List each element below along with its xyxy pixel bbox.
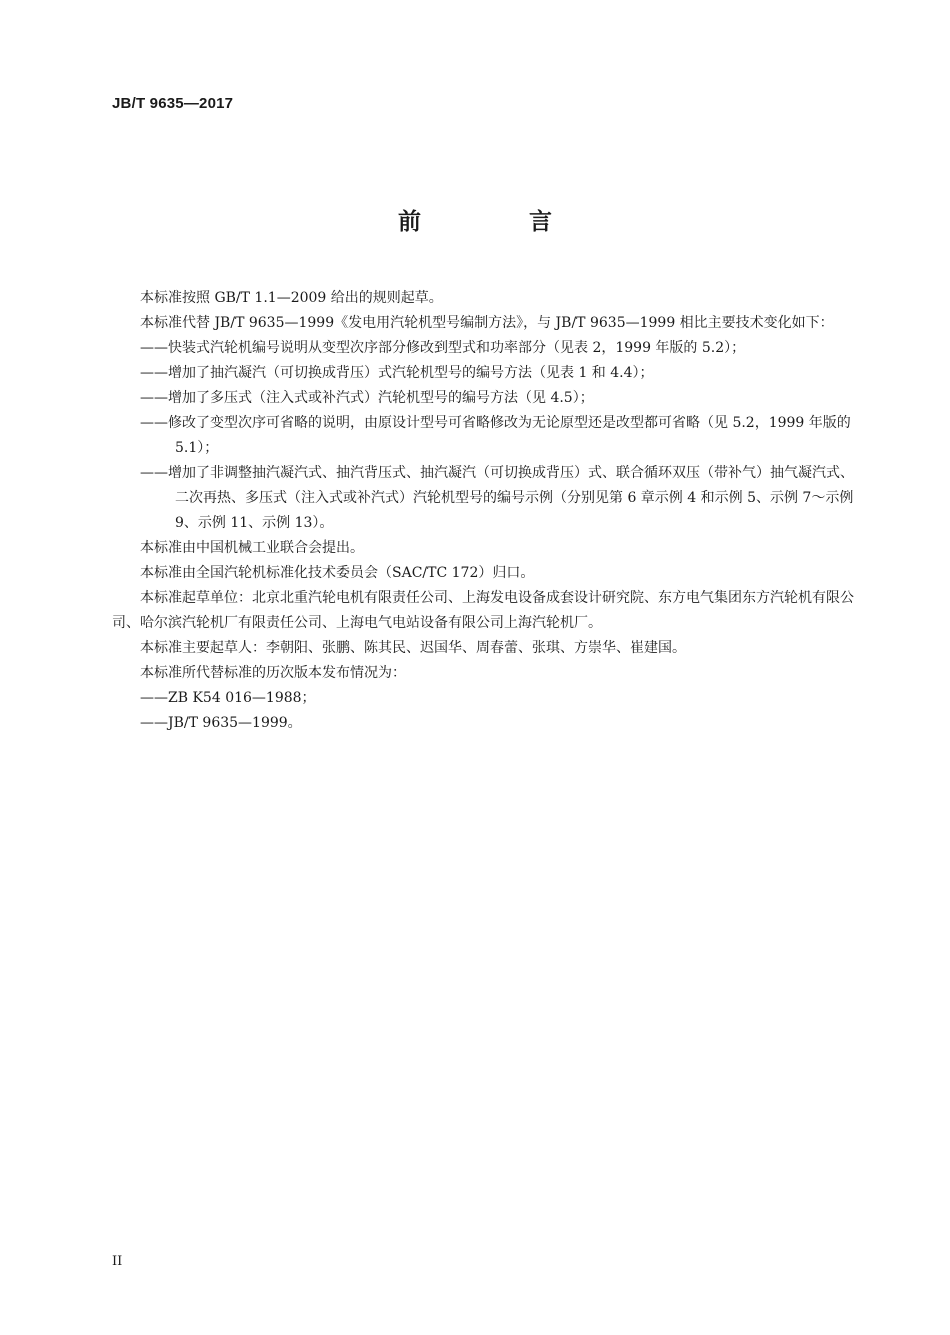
foreword-body [112,286,864,736]
history-item-1: ——ZB K54 016—1988； [140,690,316,706]
history-item-2: ——JB/T 9635—1999。 [140,715,302,731]
page-number: II [112,1254,123,1269]
change-item-1: ——快装式汽轮机编号说明从变型次序部分修改到型式和功率部分（见表 2，1999 年版的 5.2）； [140,340,746,356]
paragraph-proposer: 本标准由中国机械工业联合会提出。 [140,540,364,556]
paragraph-replacement: 本标准代替 JB/T 9635—1999《发电用汽轮机型号编制方法》，与 JB/T 9635—1999 相比主要技术变化如下： [140,315,834,331]
page-title: 前 言 [397,209,602,235]
paragraph-history-intro: 本标准所代替标准的历次版本发布情况为： [140,665,406,681]
document-code-header: JB/T 9635—2017 [112,95,234,112]
paragraph-drafters: 本标准主要起草人：李朝阳、张鹏、陈其民、迟国华、周春蕾、张琪、方崇华、崔建国。 [140,640,686,656]
change-item-4: ——修改了变型次序可省略的说明，由原设计型号可省略修改为无论原型还是改型都可省略（见 5.2，1999 年版的 5.1）； [140,415,851,456]
paragraph-committee: 本标准由全国汽轮机标准化技术委员会（SAC/TC 172）归口。 [140,565,535,581]
paragraph-drafting-units: 本标准起草单位：北京北重汽轮电机有限责任公司、上海发电设备成套设计研究院、东方电气集团东方汽轮机有限公司、哈尔滨汽轮机厂有限责任公司、上海电气电站设备有限公司上海汽轮机厂。 [112,590,854,631]
change-item-5: ——增加了非调整抽汽凝汽式、抽汽背压式、抽汽凝汽（可切换成背压）式、联合循环双压（带补气）抽气凝汽式、二次再热、多压式（注入式或补汽式）汽轮机型号的编号示例（分别见第 6 章示例 4 和示例 5、示例 7～示例 9、示例 11、示例 13）。 [140,465,854,531]
change-item-3: ——增加了多压式（注入式或补汽式）汽轮机型号的编号方法（见 4.5）； [140,390,594,406]
paragraph-drafting-rules: 本标准按照 GB/T 1.1—2009 给出的规则起草。 [140,290,443,306]
change-item-2: ——增加了抽汽凝汽（可切换成背压）式汽轮机型号的编号方法（见表 1 和 4.4）； [140,365,654,381]
